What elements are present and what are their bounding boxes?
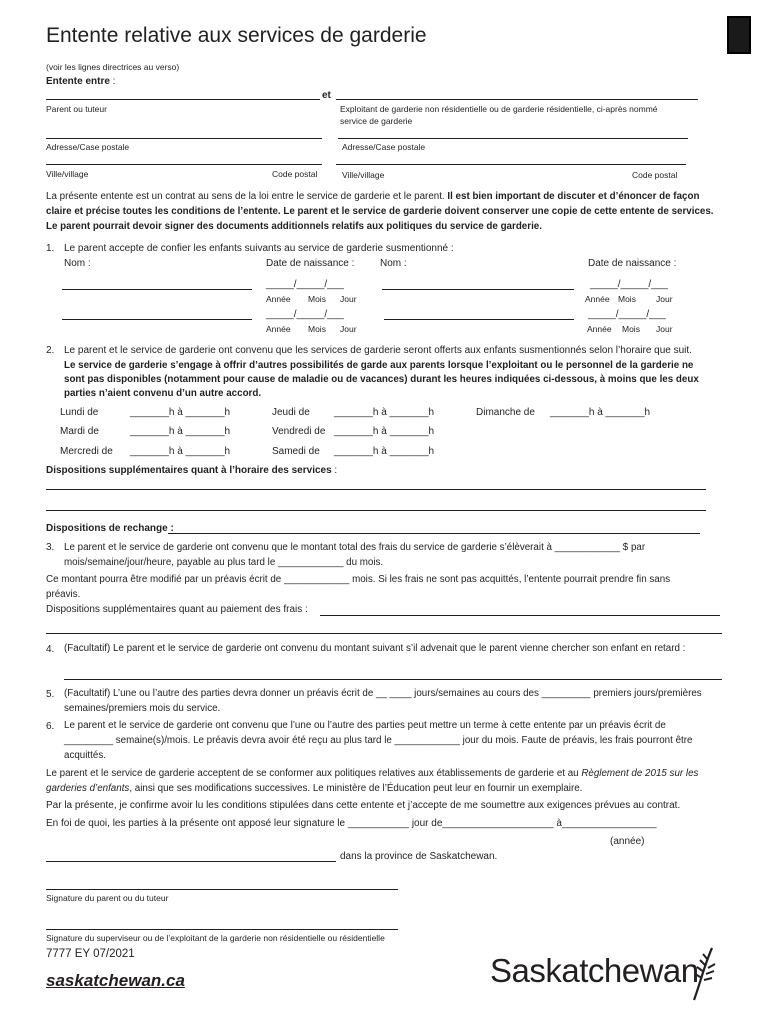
jour-label-1: Jour	[340, 294, 357, 304]
child-dob-label-2: Date de naissance :	[588, 258, 677, 269]
year-label: (année)	[610, 836, 645, 847]
confirm-text: Par la présente, je confirme avoir lu les conditions stipulées dans cette entente et j’accepte de me soumettre aux exigences prévues au contrat.	[46, 800, 681, 811]
place-field[interactable]	[46, 861, 336, 862]
hours-mercredi[interactable]: _______h à _______h	[130, 446, 231, 457]
operator-label: Exploitant de garderie non résidentielle ou de garderie résidentielle, ci-après nommé	[340, 104, 658, 114]
between-colon: :	[109, 76, 116, 87]
page-title: Entente relative aux services de garderie	[46, 24, 427, 47]
s3-num: 3.	[46, 542, 55, 553]
operator-signature-field[interactable]	[46, 929, 398, 930]
annee-label-3: Année	[266, 324, 291, 334]
comply-a: Le parent et le service de garderie acceptent de se conformer aux politiques relatives aux établissements de garderie et au	[46, 768, 582, 779]
extra-schedule-colon: :	[331, 465, 338, 476]
operator-city-label: Ville/village	[342, 170, 385, 180]
s4-text: (Facultatif) Le parent et le service de garderie ont convenu du montant suivant s’il advenait que le parent vienne chercher son enfant en retard :	[64, 643, 686, 654]
child-dob-field-4[interactable]: _____/_____/___	[588, 309, 666, 320]
hours-lundi[interactable]: _______h à _______h	[130, 407, 231, 418]
backup-label: Dispositions de rechange :	[46, 523, 174, 534]
parent-postal-label: Code postal	[272, 169, 318, 179]
between-heading	[46, 76, 115, 87]
child-name-label-2: Nom :	[380, 258, 407, 269]
mois-label-3: Mois	[308, 324, 326, 334]
hours-dimanche[interactable]: _______h à _______h	[550, 407, 651, 418]
day-lundi: Lundi de	[60, 407, 99, 418]
child-name-field-4[interactable]	[384, 319, 574, 320]
day-jeudi: Jeudi de	[272, 407, 310, 418]
wheat-logo-icon	[690, 944, 718, 1002]
brand-wordmark: Saskatchewan	[490, 952, 699, 989]
parent-signature-field[interactable]	[46, 889, 398, 890]
s6-num: 6.	[46, 721, 55, 732]
mois-label-1: Mois	[308, 294, 326, 304]
parent-label: Parent ou tuteur	[46, 104, 107, 114]
parent-address-label: Adresse/Case postale	[46, 142, 130, 152]
parent-name-field[interactable]	[46, 99, 320, 100]
corner-mark	[727, 16, 751, 54]
child-name-field-1[interactable]	[62, 289, 252, 290]
hours-jeudi[interactable]: _______h à _______h	[334, 407, 435, 418]
s6-text: Le parent et le service de garderie ont convenu que l’une ou l’autre des parties peut mettre un terme à cette entente par un préavis écrit de _________ semaine(s)/mois. Le préavis devra avoir été reçu au plus tard le ____________ jour du mois. Faute de préavis, les frais pourront être acquittés.	[64, 720, 693, 761]
annee-label-4: Année	[587, 324, 612, 334]
child-name-field-2[interactable]	[382, 289, 574, 290]
s3-text: Le parent et le service de garderie ont convenu que le montant total des frais du service de garderie s’élèverait à ____________ $ par mois/semaine/jour/heure, payable au plus tard le ____________ du mois.	[64, 542, 646, 568]
day-samedi: Samedi de	[272, 446, 320, 457]
operator-address-field[interactable]	[338, 138, 688, 139]
witness-text[interactable]: En foi de quoi, les parties à la présente ont apposé leur signature le ___________ jour de____________________ à_________________	[46, 818, 657, 829]
hours-mardi[interactable]: _______h à _______h	[130, 426, 231, 437]
between-label: Entente entre	[46, 76, 110, 87]
operator-signature-label: Signature du superviseur ou de l’exploitant de la garderie non résidentielle ou résidentielle	[46, 933, 385, 943]
hours-vendredi[interactable]: _______h à _______h	[334, 426, 435, 437]
s4-num: 4.	[46, 644, 55, 655]
child-dob-field-2[interactable]: _____/_____/___	[590, 279, 668, 290]
s1-num: 1.	[46, 243, 55, 254]
s2-bold: Le service de garderie s’engage à offrir d’autres possibilités de garde aux parents lorsque l’exploitant ou le personnel de la garderie ne sont pas disponibles (notamment pour cause de maladie ou de vacances) durant les heures indiquées ci-dessous, à moins que les deux parties n’aient convenu d’un autre accord.	[64, 360, 699, 399]
operator-label-2: service de garderie	[340, 116, 413, 126]
s3-extra-label: Dispositions supplémentaires quant au paiement des frais :	[46, 604, 308, 615]
parent-signature-label: Signature du parent ou du tuteur	[46, 893, 169, 903]
extra-schedule-field-1[interactable]	[46, 489, 706, 490]
day-dimanche: Dimanche de	[476, 407, 535, 418]
jour-label-2: Jour	[656, 294, 673, 304]
child-dob-label-1: Date de naissance :	[266, 258, 355, 269]
see-back-note: (voir les lignes directrices au verso)	[46, 62, 180, 72]
comply-b: , ainsi que ses modifications successives. Le ministère de l’Éducation peut leur en fournir un exemplaire.	[129, 783, 583, 794]
annee-label-2: Année	[585, 294, 610, 304]
comply-paragraph	[46, 766, 726, 796]
intro-paragraph	[46, 189, 716, 234]
day-mardi: Mardi de	[60, 426, 99, 437]
s1-text: Le parent accepte de confier les enfants suivants au service de garderie susmentionné :	[64, 243, 454, 254]
child-dob-field-3[interactable]: _____/_____/___	[266, 309, 344, 320]
parent-address-field[interactable]	[46, 138, 322, 139]
comply-regulation: Règlement de 2015 sur les garderies d’enfants	[46, 768, 699, 794]
province-text: dans la province de Saskatchewan.	[340, 851, 498, 862]
intro-bold: Il est bien important de discuter et d’énoncer de façon claire et précise toutes les conditions de l’entente. Le parent et le service de garderie doivent conserver une copie de cette entente de services. Le parent pourrait devoir signer des documents additionnels relatifs aux politiques du service de garderie.	[46, 191, 714, 232]
day-vendredi: Vendredi de	[272, 426, 326, 437]
s5-num: 5.	[46, 689, 55, 700]
jour-label-4: Jour	[656, 324, 673, 334]
form-code: 7777 EY 07/2021	[46, 948, 135, 960]
et-label: et	[322, 90, 331, 101]
extra-schedule-field-2[interactable]	[46, 510, 706, 511]
s5-text: (Facultatif) L’une ou l’autre des parties devra donner un préavis écrit de __ ____ jours/semaines au cours des _________ premiers jours/premières semaines/premiers mois du service.	[64, 688, 702, 714]
website-link[interactable]: saskatchewan.ca	[46, 971, 185, 990]
operator-postal-label: Code postal	[632, 170, 678, 180]
s4-field[interactable]	[64, 679, 722, 680]
operator-name-field[interactable]	[336, 99, 698, 100]
child-name-label-1: Nom :	[64, 258, 91, 269]
intro-plain: La présente entente est un contrat au sens de la loi entre le service de garderie et le parent.	[46, 191, 448, 202]
s3-extra-field-2[interactable]	[46, 633, 722, 634]
day-mercredi: Mercredi de	[60, 446, 113, 457]
s3-extra-field-1[interactable]	[320, 615, 720, 616]
s3-notice: Ce montant pourra être modifié par un préavis écrit de ____________ mois. Si les frais ne sont pas acquittés, l’entente pourrait prendre fin sans préavis.	[46, 574, 671, 600]
extra-schedule-heading	[46, 465, 337, 476]
operator-address-label: Adresse/Case postale	[342, 142, 426, 152]
parent-city-label: Ville/village	[46, 169, 89, 179]
child-name-field-3[interactable]	[62, 319, 252, 320]
mois-label-2: Mois	[618, 294, 636, 304]
extra-schedule-label: Dispositions supplémentaires quant à l’horaire des services	[46, 465, 332, 476]
hours-samedi[interactable]: _______h à _______h	[334, 446, 435, 457]
jour-label-3: Jour	[340, 324, 357, 334]
backup-field[interactable]	[168, 533, 700, 534]
annee-label-1: Année	[266, 294, 291, 304]
mois-label-4: Mois	[622, 324, 640, 334]
s2-text: Le parent et le service de garderie ont convenu que les services de garderie seront offerts aux enfants susmentionnés selon l’horaire que suit.	[64, 345, 692, 356]
s2-num: 2.	[46, 345, 55, 356]
operator-city-field[interactable]	[336, 164, 686, 165]
parent-city-field[interactable]	[46, 164, 322, 165]
child-dob-field-1[interactable]: _____/_____/___	[266, 279, 344, 290]
